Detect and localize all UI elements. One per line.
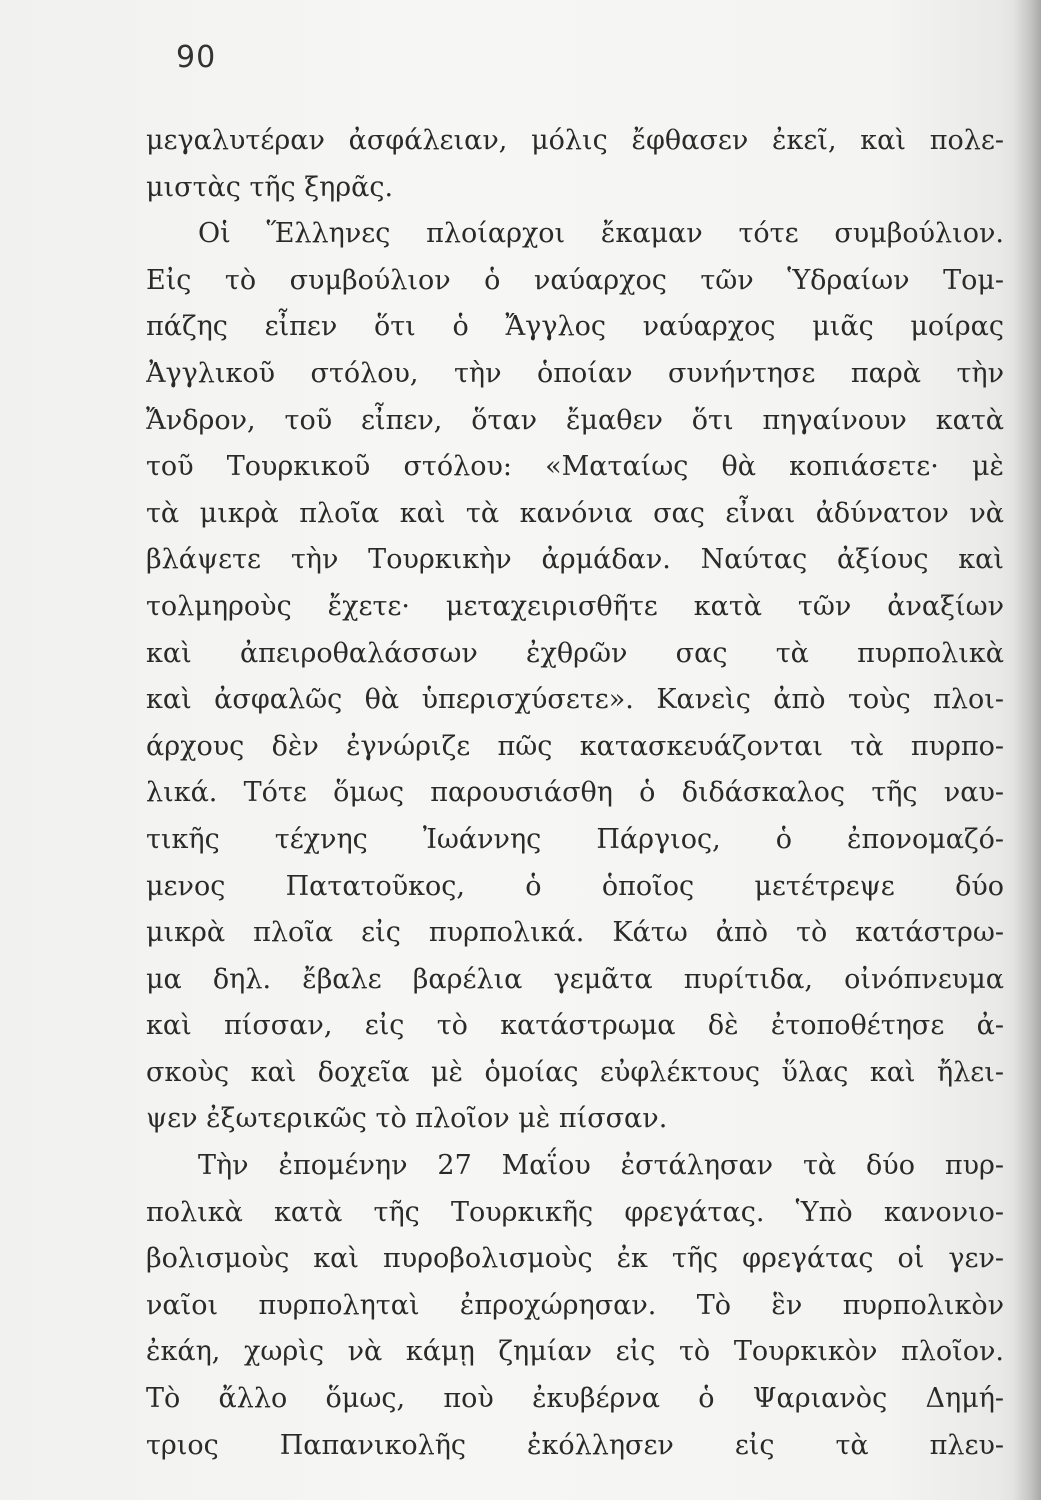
text-line: μικρὰ πλοῖα εἰς πυρπολικά. Κάτω ἀπὸ τὸ κατάστρω- bbox=[146, 917, 1004, 949]
text-line: καὶ ἀπειροθαλάσσων ἐχθρῶν σας τὰ πυρπολικὰ bbox=[146, 637, 1004, 669]
text-line: τολμηροὺς ἔχετε· μεταχειρισθῆτε κατὰ τῶν ἀναξίων bbox=[146, 590, 1004, 622]
text-line: μιστὰς τῆς ξηρᾶς. bbox=[146, 171, 394, 203]
text-line: καὶ πίσσαν, εἰς τὸ κατάστρωμα δὲ ἐτοποθέτησε ἀ- bbox=[146, 1010, 1004, 1042]
text-line: ναῖοι πυρποληταὶ ἐπροχώρησαν. Τὸ ἓν πυρπολικὸν bbox=[146, 1289, 1004, 1321]
text-line: τριος Παπανικολῆς ἐκόλλησεν εἰς τὰ πλευ- bbox=[146, 1429, 1004, 1461]
text-line: Τὸ ἄλλο ὅμως, ποὺ ἐκυβέρνα ὁ Ψαριανὸς Δημή- bbox=[146, 1383, 1004, 1415]
text-line: μεγαλυτέραν ἀσφάλειαν, μόλις ἔφθασεν ἐκεῖ, καὶ πολε- bbox=[146, 125, 1004, 156]
text-line: τοῦ Τουρκικοῦ στόλου: «Ματαίως θὰ κοπιάσετε· μὲ bbox=[146, 451, 1004, 483]
text-line: Ἀγγλικοῦ στόλου, τὴν ὁποίαν συνήντησε παρὰ τὴν bbox=[146, 357, 1004, 389]
text-line: πολικὰ κατὰ τῆς Τουρκικῆς φρεγάτας. Ὑπὸ κανονιο- bbox=[146, 1196, 1004, 1228]
text-line: λικά. Τότε ὅμως παρουσιάσθη ὁ διδάσκαλος τῆς ναυ- bbox=[146, 777, 1004, 809]
body-text bbox=[146, 118, 1004, 1469]
text-line: βολισμοὺς καὶ πυροβολισμοὺς ἐκ τῆς φρεγάτας οἱ γεν- bbox=[146, 1243, 1004, 1275]
text-line: μενος Πατατοῦκος, ὁ ὁποῖος μετέτρεψε δύο bbox=[146, 870, 1004, 902]
text-line: μα δηλ. ἔβαλε βαρέλια γεμᾶτα πυρίτιδα, οἰνόπνευμα bbox=[146, 963, 1004, 995]
text-line: πάζης εἶπεν ὅτι ὁ Ἄγγλος ναύαρχος μιᾶς μοίρας bbox=[146, 311, 1004, 343]
text-line: βλάψετε τὴν Τουρκικὴν ἀρμάδαν. Ναύτας ἀξίους καὶ bbox=[146, 544, 1004, 576]
text-line: καὶ ἀσφαλῶς θὰ ὑπερισχύσετε». Κανεὶς ἀπὸ τοὺς πλοι- bbox=[146, 684, 1004, 716]
text-line: ψεν ἐξωτερικῶς τὸ πλοῖον μὲ πίσσαν. bbox=[146, 1103, 668, 1135]
text-line: Τὴν ἐπομένην 27 Μαΐου ἐστάλησαν τὰ δύο πυρ- bbox=[198, 1150, 1004, 1182]
text-line: Οἱ Ἕλληνες πλοίαρχοι ἔκαμαν τότε συμβούλιον. bbox=[198, 218, 1004, 250]
text-line: σκοὺς καὶ δοχεῖα μὲ ὁμοίας εὐφλέκτους ὕλας καὶ ἤλει- bbox=[146, 1056, 1004, 1088]
text-line: τὰ μικρὰ πλοῖα καὶ τὰ κανόνια σας εἶναι ἀδύνατον νὰ bbox=[146, 497, 1004, 529]
text-line: Ἄνδρον, τοῦ εἶπεν, ὅταν ἔμαθεν ὅτι πηγαίνουν κατὰ bbox=[146, 404, 1004, 436]
text-line: ἐκάη, χωρὶς νὰ κάμῃ ζημίαν εἰς τὸ Τουρκικὸν πλοῖον. bbox=[146, 1336, 1004, 1368]
page-number: 90 bbox=[176, 40, 217, 75]
text-line: άρχους δὲν ἐγνώριζε πῶς κατασκευάζονται τὰ πυρπο- bbox=[146, 730, 1004, 762]
spine-shadow bbox=[1013, 0, 1041, 1500]
text-line: Εἰς τὸ συμβούλιον ὁ ναύαρχος τῶν Ὑδραίων Τομ- bbox=[146, 264, 1004, 296]
text-line: τικῆς τέχνης Ἰωάννης Πάργιος, ὁ ἐπονομαζό- bbox=[146, 823, 1004, 855]
